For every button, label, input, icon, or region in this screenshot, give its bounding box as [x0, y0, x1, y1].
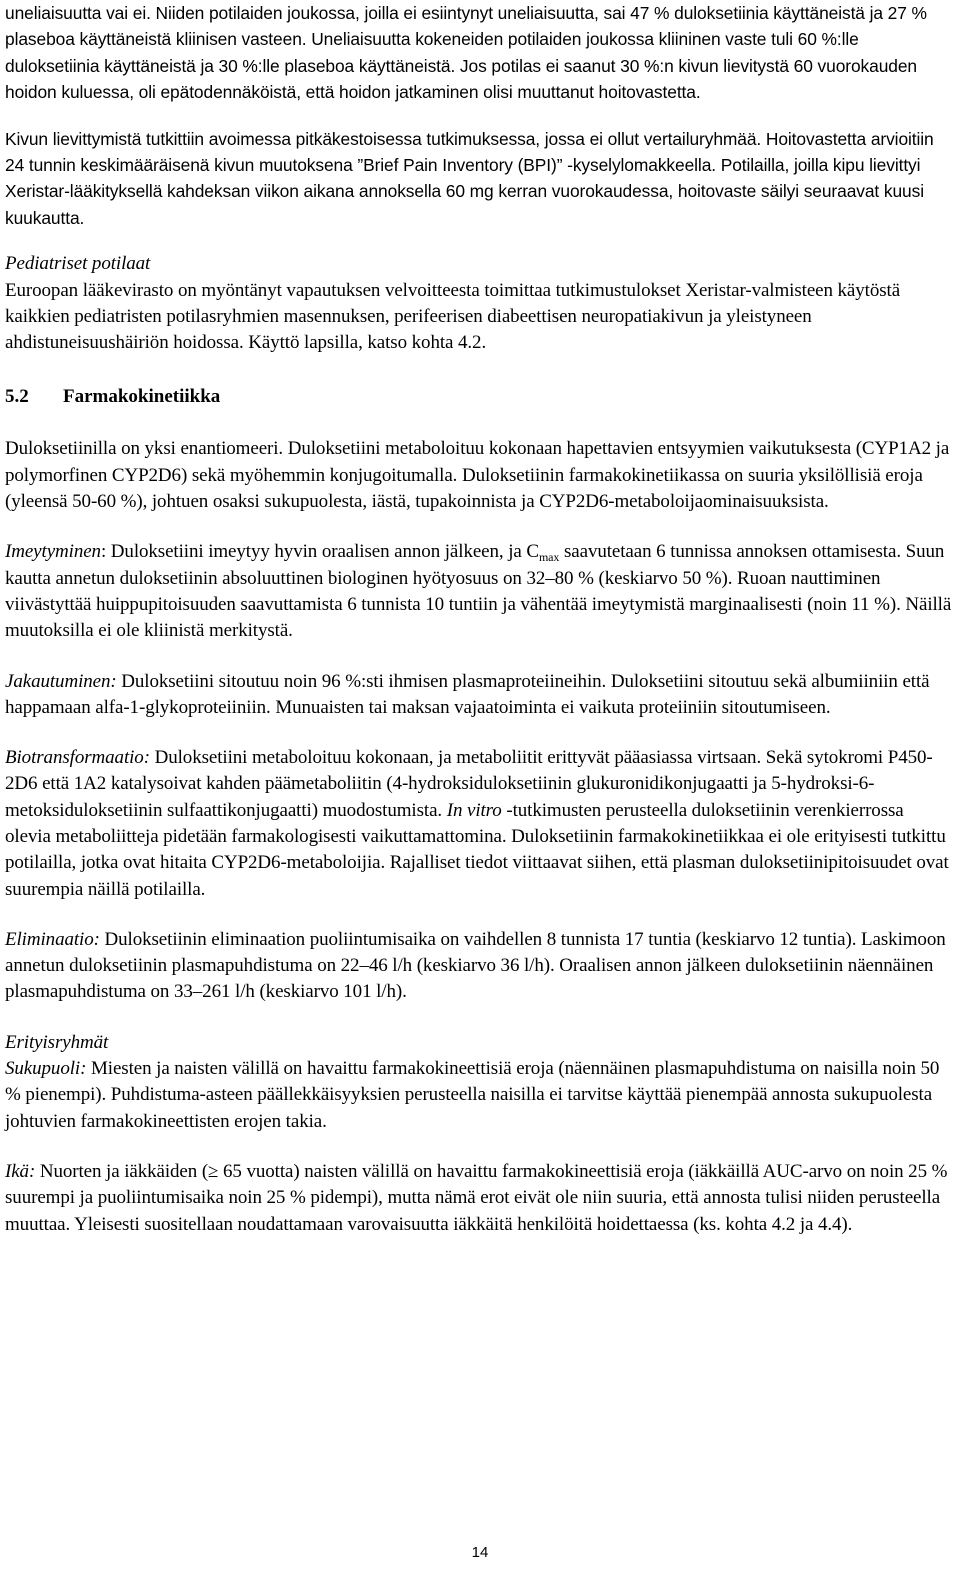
age-text-b: 65 vuotta) naisten välillä on havaittu farmakokineettisiä eroja (iäkkäillä AUC-arvo on noin 25 % suurempi ja puoliintumisaika noin 25 % pidempi), mutta nämä erot eivät ole niin suuria, että annosta tulisi niiden perusteella muuttaa. Yleisesti suositellaan noudattamaan varovaisuutta iäkkäitä henkilöitä hoidettaessa (ks. kohta 4.2 ja 4.4).: [5, 1160, 948, 1235]
age-paragraph: [5, 1159, 953, 1238]
paragraph-somnolence-results: uneliaisuutta vai ei. Niiden potilaiden joukossa, joilla ei esiintynyt uneliaisuutta, sai 47 % duloksetiinia käyttäneistä ja 27 % plaseboa käyttäneistä kliinisen vasteen. Uneliaisuutta kokeneiden potilaiden joukossa kliininen vaste tuli 60 %:lle duloksetiinia käyttäneistä ja 30 %:lle plaseboa käyttäneistä. Jos potilas ei saanut 30 %:n kivun lievitystä 60 vuorokauden hoidon kuluessa, oli epätodennäköistä, että hoidon jatkaminen olisi muuttanut hoitovastetta.: [5, 3, 927, 103]
sex-paragraph: [5, 1056, 953, 1135]
elimination-text: Duloksetiinin eliminaation puoliintumisaika on vaihdellen 8 tunnista 17 tuntia (keskiarvo 12 tuntia). Laskimoon annetun duloksetiinin plasmapuhdistuma on 22–46 l/h (keskiarvo 36 l/h). Oraalisen annon jälkeen duloksetiinin näennäinen plasmapuhdistuma on 33–261 l/h (keskiarvo 101 l/h).: [5, 928, 946, 1003]
elimination-label: Eliminaatio:: [5, 928, 100, 950]
section-heading: [5, 384, 953, 410]
section-title: Farmakokinetiikka: [63, 386, 221, 408]
distribution-paragraph: [5, 669, 953, 722]
pediatric-section: [5, 251, 953, 356]
absorption-label: Imeytyminen: [5, 541, 101, 563]
document-page: [5, 0, 953, 1238]
biotransformation-paragraph: [5, 745, 953, 903]
special-populations-section: [5, 1030, 953, 1135]
section-number: 5.2: [5, 386, 29, 408]
greater-equal-symbol: ≥: [208, 1160, 219, 1182]
page-number: 14: [471, 1544, 489, 1561]
distribution-label: Jakautuminen:: [5, 670, 117, 692]
cmax-subscript: max: [538, 550, 560, 565]
sex-text: Miesten ja naisten välillä on havaittu farmakokineettisiä eroja (näennäinen plasmapuhdistuma on naisilla noin 50 % pienempi). Puhdistuma-asteen päällekkäisyyksien perusteella naisilla ei tarvitse käyttää pienempää annosta sukupuolesta johtuvien farmakokineettisten erojen takia.: [5, 1058, 940, 1132]
absorption-paragraph: [5, 539, 953, 644]
special-populations-title: Erityisryhmät: [5, 1031, 109, 1053]
elimination-paragraph: [5, 927, 953, 1006]
pharmacokinetics-intro: Duloksetiinilla on yksi enantiomeeri. Duloksetiini metaboloituu kokonaan hapettavien entsyymien vaikutuksesta (CYP1A2 ja polymorfinen CYP2D6) sekä myöhemmin konjugoitumalla. Duloksetiinin farmakokinetiikassa on suuria yksilöllisiä eroja (yleensä 50-60 %), johtuen osaksi sukupuolesta, iästä, tupakoinnista ja CYP2D6-metaboloijaominaisuuksista.: [5, 438, 950, 513]
pediatric-title: Pediatriset potilaat: [5, 253, 151, 275]
paragraph-long-term-study: Kivun lievittymistä tutkittiin avoimessa pitkäkestoisessa tutkimuksessa, jossa ei ollut vertailuryhmää. Hoitovastetta arvioitiin 24 tunnin keskimääräisenä kivun muutoksena ”Brief Pain Inventory (BPI)” -kyselylomakkeella. Potilailla, joilla kipu lievittyi Xeristar-lääkityksellä kahdeksan viikon aikana annoksella 60 mg kerran vuorokaudessa, hoitovaste säilyi seuraavat kuusi kuukautta.: [5, 128, 934, 228]
absorption-text-b: saavutetaan 6 tunnissa annoksen ottamisesta. Suun kautta annetun duloksetiinin absoluuttinen biologinen hyötyosuus on 32–80 % (keskiarvo 50 %). Ruoan nauttiminen viivästyttää huippupitoisuuden saavuttamista 6 tunnista 10 tuntiin ja vähentää imeytymistä marginaalisesti (noin 11 %). Näillä muutoksilla ei ole kliinistä merkitystä.: [5, 541, 952, 642]
biotransformation-label: Biotransformaatio:: [5, 747, 150, 769]
distribution-text: Duloksetiini sitoutuu noin 96 %:sti ihmisen plasmaproteiineihin. Duloksetiini sitoutuu sekä albumiiniin että happamaan alfa-1-glykoproteiiniin. Munuaisten tai maksan vajaatoiminta ei vaikuta proteiiniin sitoutumiseen.: [5, 670, 930, 718]
pediatric-text: Euroopan lääkevirasto on myöntänyt vapautuksen velvoitteesta toimittaa tutkimustulokset Xeristar-valmisteen käytöstä kaikkien pediatristen potilasryhmien masennuksen, perifeerisen diabeettisen neuropatiakivun ja yleistyneen ahdistuneisuushäiriön hoidossa. Käyttö lapsilla, katso kohta 4.2.: [5, 279, 901, 354]
sex-label: Sukupuoli:: [5, 1058, 87, 1080]
biotransformation-text-b: -tutkimusten perusteella duloksetiinin verenkierrossa olevia metaboliitteja pidetään farmakologisesti vaikuttamattomina. Duloksetiinin farmakokinetiikkaa ei ole erityisesti tutkittu potilailla, jotka ovat hitaita CYP2D6-metaboloijia. Rajalliset tiedot viittaavat siihen, että plasman duloksetiinipitoisuudet ovat suurempia näillä potilailla.: [5, 799, 949, 900]
biotransformation-text-a: Duloksetiini metaboloituu kokonaan, ja metaboliitit erittyvät pääasiassa virtsaan. Sekä sytokromi P450-2D6 että 1A2 katalysoivat kahden päämetaboliitin (4-hydroksiduloksetiinin glukuronidikonjugaatti ja 5-hydroksi-6-metoksiduloksetiinin sulfaattikonjugaatti) muodostumista.: [5, 747, 933, 821]
absorption-text-a: : Duloksetiini imeytyy hyvin oraalisen annon jälkeen, ja C: [100, 541, 539, 563]
age-label: Ikä:: [5, 1160, 36, 1182]
age-text-a: Nuorten ja iäkkäiden (: [35, 1160, 209, 1182]
in-vitro-term: In vitro: [446, 799, 502, 821]
